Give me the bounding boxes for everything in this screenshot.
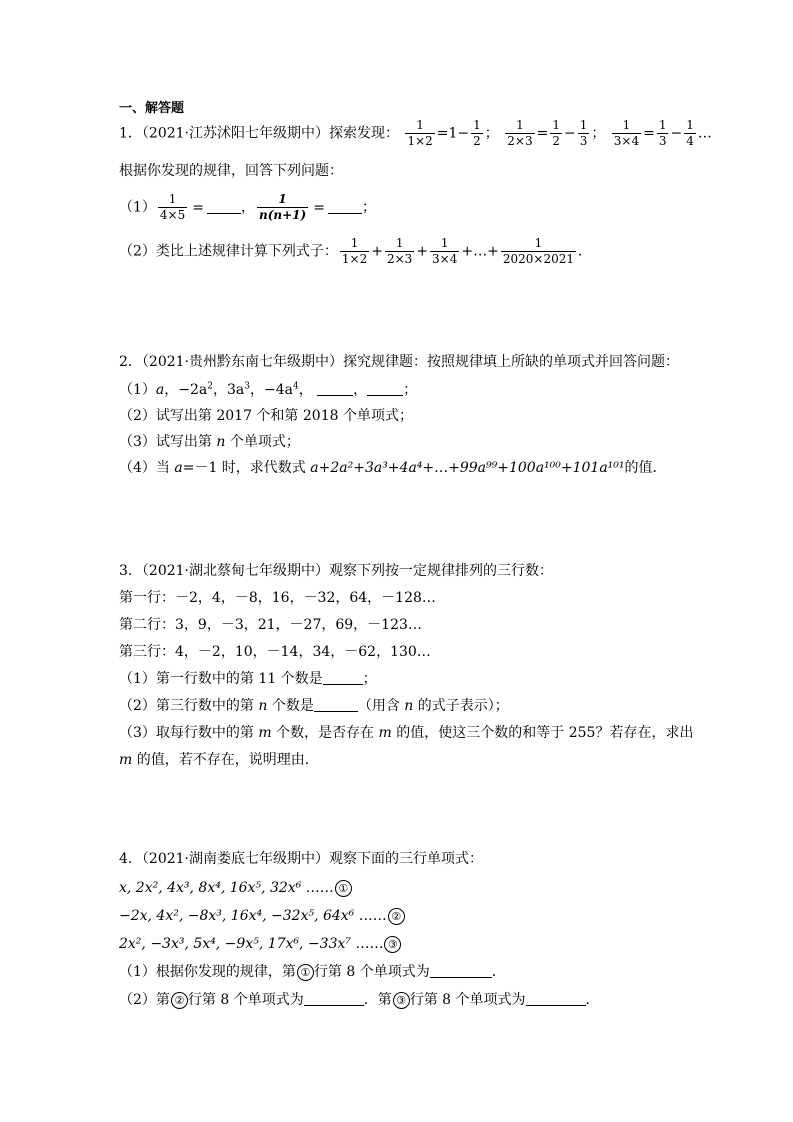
q3-row-2: 第二行：3，9，－3，21，－27，69，－123… bbox=[119, 617, 422, 633]
q1-instruction: 根据你发现的规律，回答下列问题： bbox=[119, 163, 343, 179]
q1-part1 bbox=[119, 192, 376, 223]
q4-row-1: x, 2x², 4x³, 8x⁴, 16x⁵, 32x⁶ …… ① bbox=[119, 879, 352, 897]
q1-eq-2: = bbox=[536, 125, 549, 142]
q4-row-2: −2x, 4x², −8x³, 16x⁴, −32x⁵, 64x⁶ …… ② bbox=[119, 907, 405, 925]
q3-part2: （2）第三行数中的第 n 个数是 （用含 n 的式子表示）； bbox=[119, 698, 509, 714]
q3-part1: （1）第一行数中的第 11 个数是 ； bbox=[119, 671, 377, 687]
q4-header: 4．（2021·湖南娄底七年级期中）观察下面的三行单项式： bbox=[119, 851, 483, 867]
q1-minus-2: − bbox=[563, 125, 576, 142]
circled-two-icon: ② bbox=[388, 908, 405, 925]
circled-one-icon: ① bbox=[335, 880, 352, 897]
q1-sep-1: ； bbox=[484, 125, 499, 142]
circled-three-icon: ③ bbox=[384, 936, 401, 953]
q3-row-1: 第一行：－2，4，－8，16，－32，64，－128… bbox=[119, 590, 436, 606]
q1-part1-end: ； bbox=[361, 199, 376, 216]
q1-part2-frac-2: $\frac{1}{2\times 3}$ bbox=[386, 236, 413, 266]
q1-part2-frac-1: $\frac{1}{1\times 2}$ bbox=[341, 236, 368, 266]
q1-part2-frac-3: $\frac{1}{3\times 4}$ bbox=[432, 236, 458, 266]
q1-part2-plus-1: + bbox=[371, 243, 383, 260]
q1-frac-2a: $\frac{1}{2}$ bbox=[552, 118, 560, 148]
q1-minus-3: − bbox=[670, 125, 683, 142]
q1-answer-blank-2[interactable] bbox=[328, 199, 362, 214]
q1-frac-2b: $\frac{1}{3}$ bbox=[579, 118, 588, 148]
q1-part2-frac-4: $\frac{1}{2020\times 2021}$ bbox=[502, 236, 574, 266]
q1-frac-1b: $\frac{1}{2}$ bbox=[473, 118, 481, 148]
q3-part3-cont: m 的值，若不存在，说明理由． bbox=[119, 752, 319, 768]
circled-two-icon: ② bbox=[171, 992, 188, 1009]
q2-part1: （1）a，$-2a^2$，$3a^3$，$-4a^4$， ， ； bbox=[119, 381, 418, 398]
q1-eq-3: = bbox=[643, 125, 655, 142]
q1-part1-eq-1: = bbox=[192, 199, 204, 216]
q1-part1-comma: ， bbox=[240, 199, 255, 216]
q3-answer-blank-1[interactable] bbox=[323, 670, 363, 685]
q2-part3: （3）试写出第 n 个单项式； bbox=[119, 434, 300, 450]
q1-part2-plus-2: + bbox=[416, 243, 429, 260]
q4-part2: （2）第 ② 行第 8 个单项式为 ．第 ③ 行第 8 个单项式为 ． bbox=[119, 992, 600, 1008]
q1-part1-label: （1） bbox=[119, 199, 156, 216]
q3-row-3: 第三行：4，－2，10，－14，34，－62，130… bbox=[119, 644, 431, 660]
q1-sep-2: ； bbox=[591, 125, 606, 142]
q1-part2 bbox=[119, 236, 592, 267]
q1-part1-eq-2: = bbox=[313, 199, 325, 216]
q1-part1-frac-2: $\frac{1}{n(n+1)}$ bbox=[258, 192, 307, 222]
q1-part1-frac-1: $\frac{1}{4\times 5}$ bbox=[159, 192, 186, 222]
q1-frac-1: $\frac{1}{1\times 2}$ bbox=[407, 118, 433, 148]
q4-answer-blank-2[interactable] bbox=[304, 991, 364, 1006]
q1-answer-blank-1[interactable] bbox=[207, 199, 241, 214]
q3-part3: （3）取每行数中的第 m 个数，是否存在 m 的值，使这三个数的和等于 255？若存在，求出 bbox=[119, 725, 694, 741]
q2-expression: a+2a²+3a³+4a⁴+…+99a⁹⁹+100a¹⁰⁰+101a¹⁰¹ bbox=[310, 460, 625, 476]
q2-answer-blank-1[interactable] bbox=[317, 381, 353, 396]
q1-frac-2: $\frac{1}{2\times 3}$ bbox=[507, 118, 533, 148]
q1-part2-end: ． bbox=[577, 243, 592, 260]
q3-answer-blank-2[interactable] bbox=[314, 697, 358, 712]
q4-row-3: 2x², −3x³, 5x⁴, −9x⁵, 17x⁶, −33x⁷ …… ③ bbox=[119, 935, 401, 953]
q2-header: 2．（2021·贵州黔东南七年级期中）探究规律题：按照规律填上所缺的单项式并回答问题： bbox=[119, 354, 679, 370]
q1-header bbox=[119, 118, 712, 149]
q1-frac-3a: $\frac{1}{3}$ bbox=[658, 118, 667, 148]
q4-answer-blank-3[interactable] bbox=[526, 991, 586, 1006]
circled-one-icon: ① bbox=[297, 964, 314, 981]
q2-part4: （4）当 a=－1 时，求代数式 a+2a²+3a³+4a⁴+…+99a⁹⁹+100a¹⁰⁰+101a¹⁰¹的值． bbox=[119, 460, 667, 476]
q2-answer-blank-2[interactable] bbox=[367, 381, 403, 396]
q1-part2-ellipsis: +…+ bbox=[461, 243, 499, 260]
q4-part1: （1）根据你发现的规律，第 ① 行第 8 个单项式为 ． bbox=[119, 964, 506, 980]
q2-part2: （2）试写出第 2017 个和第 2018 个单项式； bbox=[119, 408, 413, 424]
q2-part1-label: （1） bbox=[119, 382, 156, 398]
q1-part2-label: （2）类比上述规律计算下列式子： bbox=[119, 243, 338, 260]
section-title: 一、解答题 bbox=[119, 101, 185, 116]
circled-three-icon: ③ bbox=[393, 992, 410, 1009]
q1-title: 1．（2021·江苏沭阳七年级期中）探索发现： bbox=[119, 125, 399, 142]
q3-header: 3．（2021·湖北蔡甸七年级期中）观察下列按一定规律排列的三行数： bbox=[119, 563, 553, 579]
q4-answer-blank-1[interactable] bbox=[430, 963, 492, 978]
q1-frac-3b: $\frac{1}{4}$ bbox=[686, 118, 694, 148]
q1-dots: … bbox=[697, 125, 712, 142]
q1-eq-1: =1− bbox=[436, 125, 470, 142]
q1-frac-3: $\frac{1}{3\times 4}$ bbox=[613, 118, 640, 148]
